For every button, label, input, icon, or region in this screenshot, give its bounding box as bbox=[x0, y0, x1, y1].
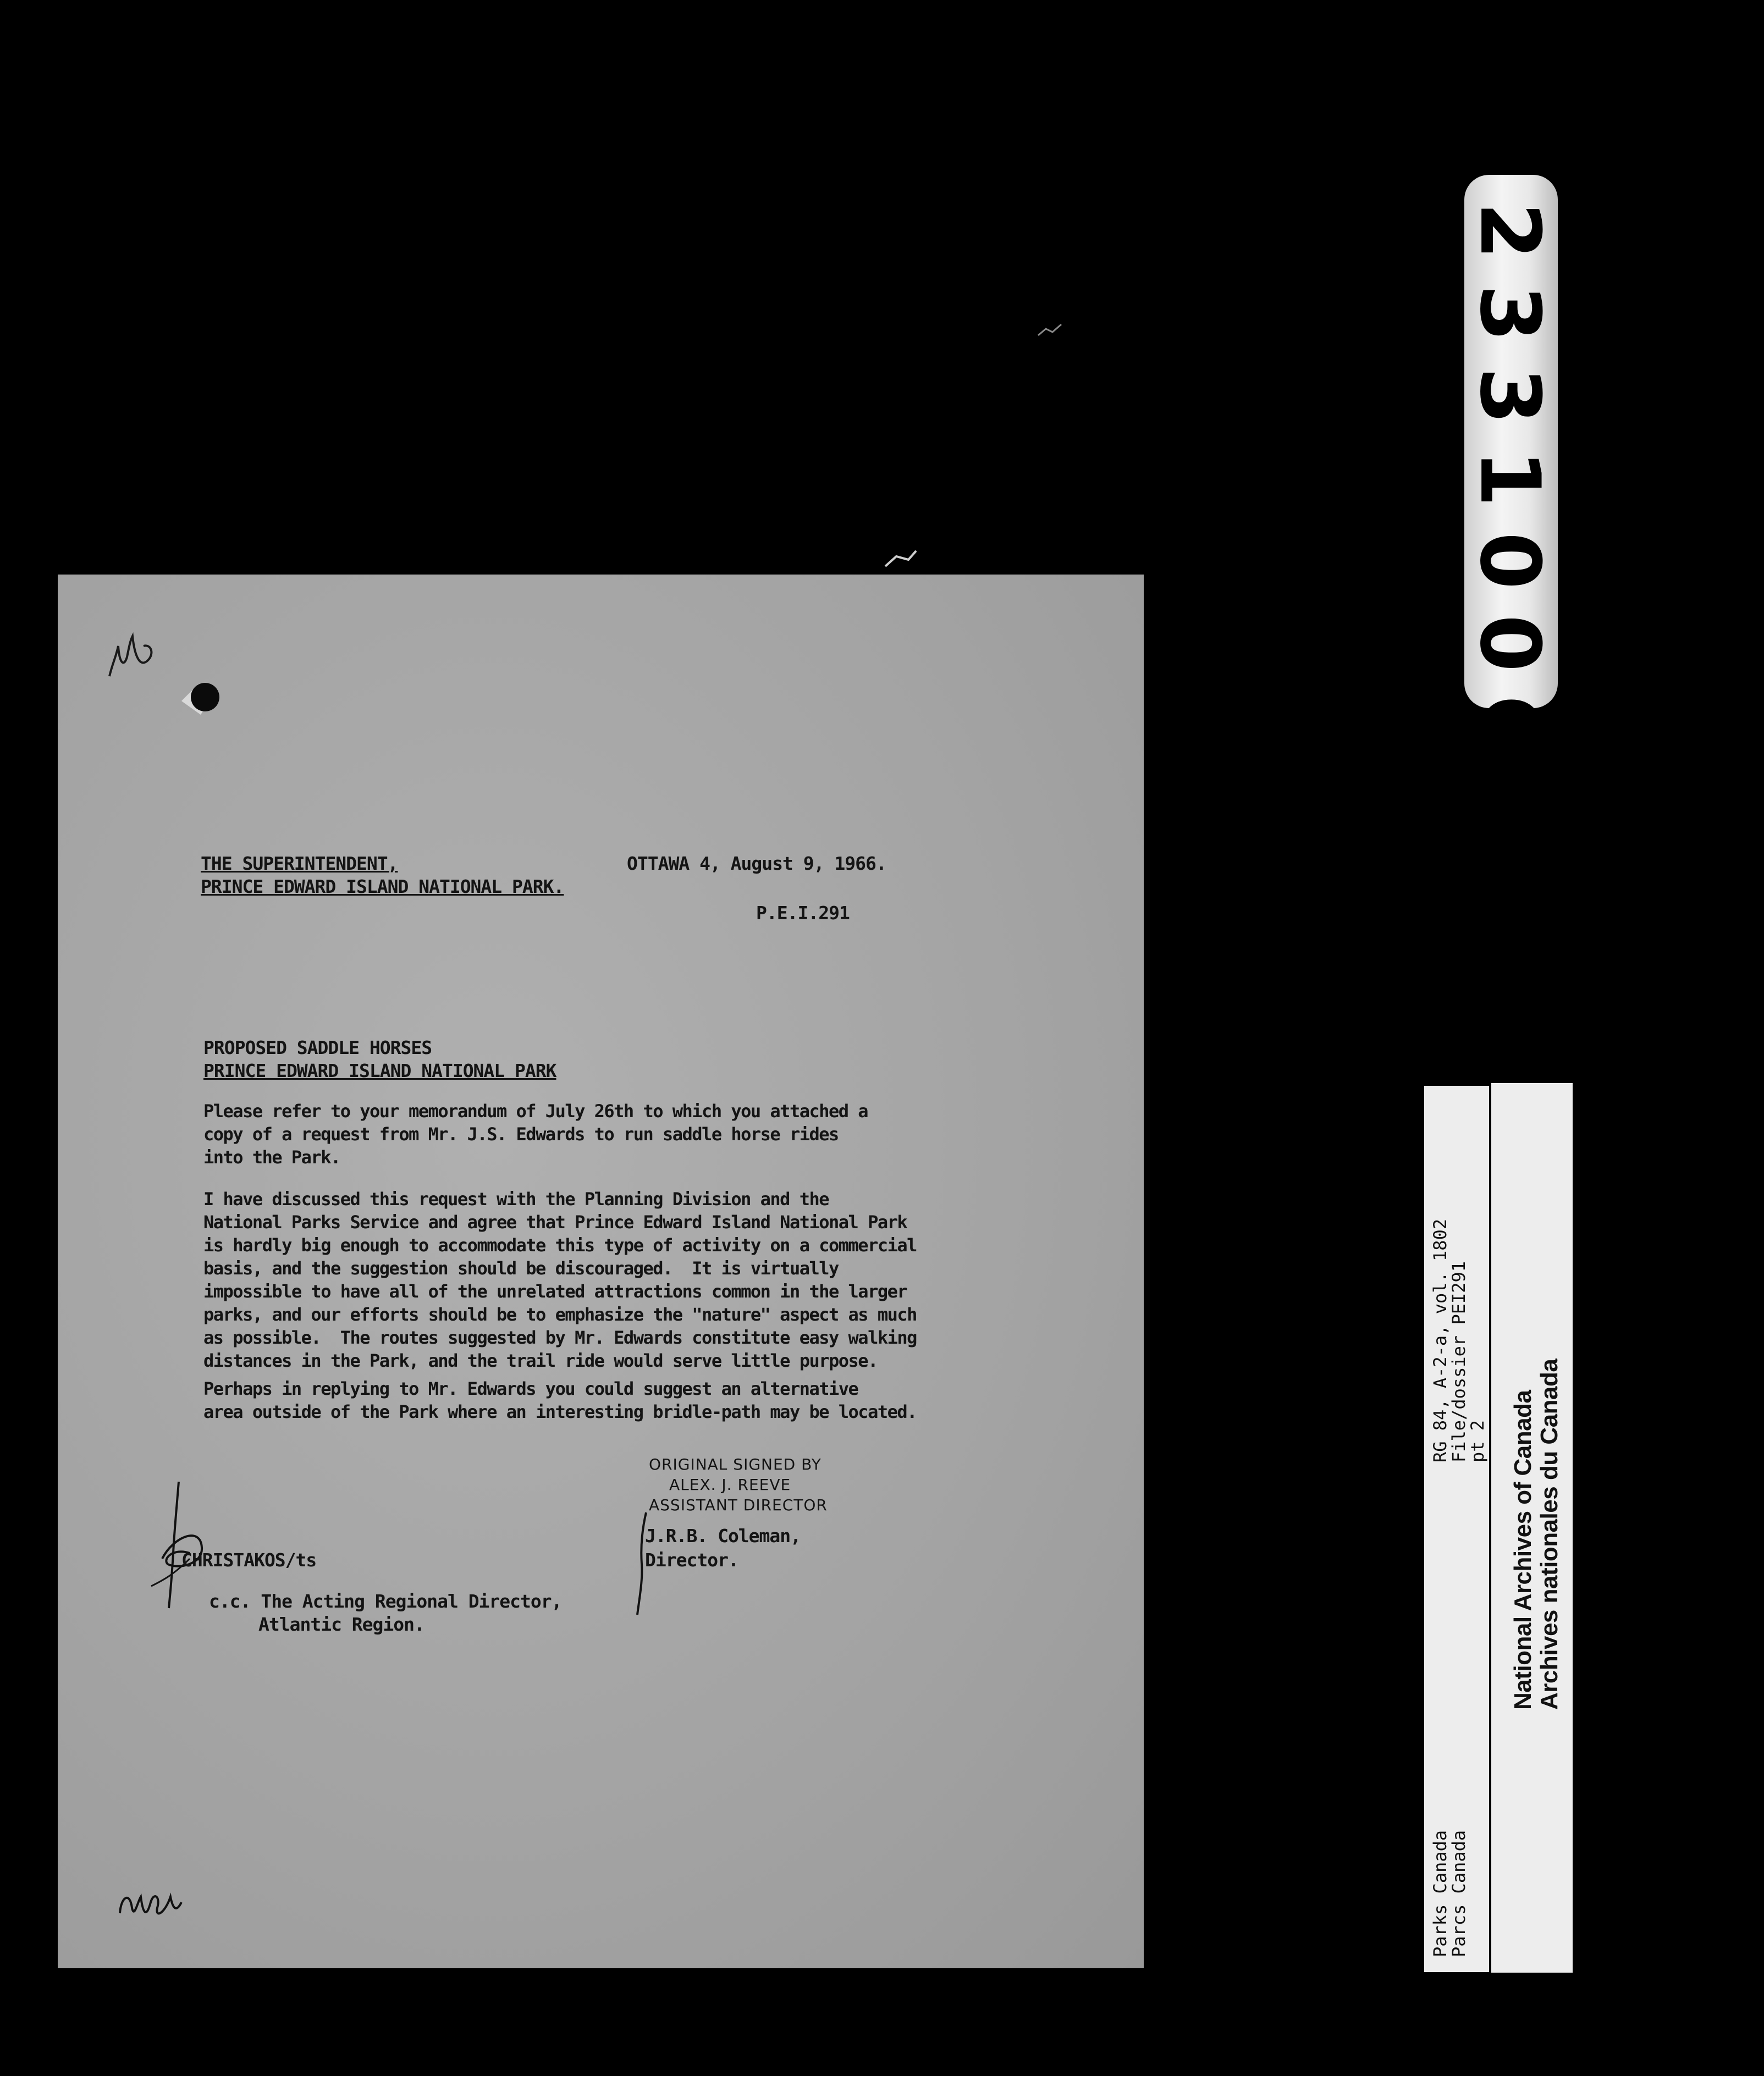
reel-char: 0 bbox=[1462, 614, 1557, 672]
subject-line2: PRINCE EDWARD ISLAND NATIONAL PARK bbox=[203, 1060, 556, 1081]
signature-stamp-line3: ASSISTANT DIRECTOR bbox=[649, 1496, 828, 1514]
signatory-title: Director. bbox=[645, 1549, 738, 1571]
paragraph-line: area outside of the Park where an interesting bridle-path may be located. bbox=[203, 1401, 917, 1422]
paragraph-line: copy of a request from Mr. J.S. Edwards to run saddle horse rides bbox=[203, 1124, 839, 1145]
signatory-name: J.R.B. Coleman, bbox=[645, 1525, 801, 1547]
signature-stamp-line1: ORIGINAL SIGNED BY bbox=[649, 1455, 822, 1473]
paragraph-line: Please refer to your memorandum of July 26th to which you attached a bbox=[203, 1101, 868, 1122]
reel-number bbox=[1462, 190, 1557, 757]
paragraph-1 bbox=[203, 1100, 995, 1169]
archive-institution-line1: National Archives of Canada bbox=[1509, 1390, 1536, 1710]
handwritten-initials bbox=[102, 624, 162, 690]
paragraph-line: Perhaps in replying to Mr. Edwards you could suggest an alternative bbox=[203, 1378, 858, 1399]
punch-hole bbox=[168, 671, 234, 731]
paragraph-line: into the Park. bbox=[203, 1147, 340, 1168]
paragraph-line: I have discussed this request with the Planning Division and the bbox=[203, 1189, 829, 1210]
cc-line1: c.c. The Acting Regional Director, bbox=[209, 1591, 562, 1612]
reel-char: 1 bbox=[1462, 449, 1557, 507]
place-date: OTTAWA 4, August 9, 1966. bbox=[627, 853, 886, 874]
cc-line2: Atlantic Region. bbox=[258, 1614, 425, 1635]
letter-page bbox=[58, 575, 1144, 1968]
paragraph-line: as possible. The routes suggested by Mr. Edwards constitute easy walking bbox=[203, 1327, 917, 1348]
recipient-line2: PRINCE EDWARD ISLAND NATIONAL PARK. bbox=[201, 876, 564, 897]
recipient-line1: THE SUPERINTENDENT, bbox=[201, 853, 398, 874]
archive-reference-line2: File/dossier PEI291 bbox=[1448, 1261, 1469, 1462]
signature-stamp-line2: ALEX. J. REEVE bbox=[669, 1476, 791, 1494]
subject-line1: PROPOSED SADDLE HORSES bbox=[203, 1037, 432, 1058]
archive-institution-line2: Archives nationales du Canada bbox=[1536, 1359, 1563, 1710]
archive-reference-line3: pt 2 bbox=[1467, 1420, 1488, 1462]
reel-char: 2 bbox=[1462, 202, 1557, 260]
archive-creator-line2: Parcs Canada bbox=[1448, 1830, 1469, 1957]
file-reference: P.E.I.291 bbox=[756, 902, 850, 924]
paragraph-line: distances in the Park, and the trail ride would serve little purpose. bbox=[203, 1350, 878, 1371]
handwritten-mark bbox=[115, 1880, 187, 1930]
paragraph-line: is hardly big enough to accommodate this type of activity on a commercial bbox=[203, 1235, 917, 1256]
paragraph-line: National Parks Service and agree that Prince Edward Island National Park bbox=[203, 1212, 907, 1233]
reel-char: 0 bbox=[1462, 532, 1557, 590]
reel-char: 3 bbox=[1462, 367, 1557, 425]
archive-reference-line1: RG 84, A-2-a, vol. 1802 bbox=[1430, 1218, 1451, 1462]
archive-creator-line1: Parks Canada bbox=[1430, 1830, 1451, 1957]
film-speck bbox=[1034, 319, 1067, 341]
paragraph-line: basis, and the suggestion should be discouraged. It is virtually bbox=[203, 1258, 839, 1279]
paragraph-line: parks, and our efforts should be to emphasize the "nature" aspect as much bbox=[203, 1304, 917, 1325]
reel-char: C bbox=[1462, 695, 1557, 757]
film-speck bbox=[880, 544, 924, 577]
reel-char: 3 bbox=[1462, 284, 1557, 343]
paragraph-line: impossible to have all of the unrelated attractions common in the larger bbox=[203, 1281, 907, 1302]
typist-initials: CHRISTAKOS/ts bbox=[181, 1549, 317, 1571]
paragraph-3 bbox=[203, 1377, 995, 1423]
paragraph-2 bbox=[203, 1188, 995, 1372]
